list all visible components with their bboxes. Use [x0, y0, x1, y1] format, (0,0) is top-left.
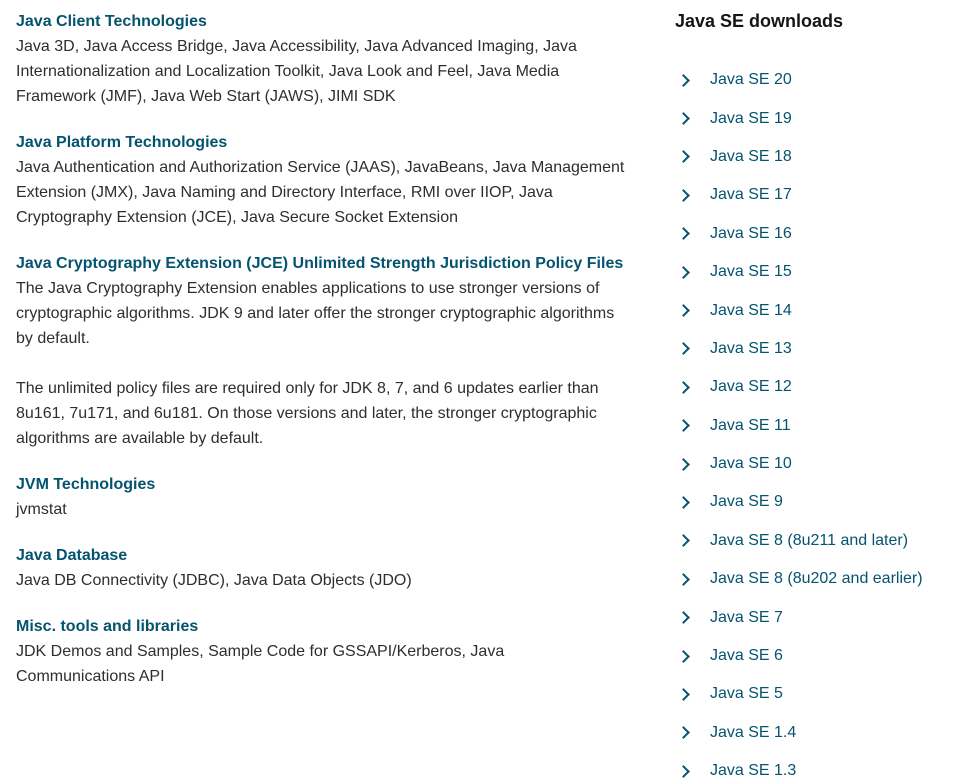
chevron-right-icon: [677, 266, 690, 279]
chevron-right-icon: [677, 688, 690, 701]
download-link[interactable]: Java SE 5: [710, 685, 783, 703]
download-link[interactable]: Java SE 19: [710, 109, 792, 127]
download-link[interactable]: Java SE 10: [710, 455, 792, 473]
section-description: jvmstat: [16, 501, 67, 518]
section-description: Java 3D, Java Access Bridge, Java Accessibility, Java Advanced Imaging, Java Internationalization and Localization Toolkit, Java Look and Feel, Java Media Framework (JMF), Java Web Start (JAWS), JIMI SDK: [16, 38, 577, 105]
section-title-link[interactable]: Java Cryptography Extension (JCE) Unlimited Strength Jurisdiction Policy Files: [16, 255, 624, 272]
list-item: [675, 714, 960, 752]
download-link[interactable]: Java SE 14: [710, 301, 792, 319]
list-item: [675, 407, 960, 445]
download-link[interactable]: Java SE 13: [710, 339, 792, 357]
section-platform-technologies: [16, 131, 626, 230]
chevron-right-icon: [677, 496, 690, 509]
list-item: [675, 138, 960, 176]
section-jce-policy-files: [16, 252, 626, 451]
section-title-link[interactable]: Java Platform Technologies: [16, 134, 228, 151]
section-title-link[interactable]: Java Client Technologies: [16, 13, 207, 30]
downloads-sidebar: [675, 8, 960, 780]
list-item: [675, 752, 960, 780]
section-description: The Java Cryptography Extension enables applications to use stronger versions of cryptographic algorithms. JDK 9 and later offer the stronger cryptographic algorithms by default.: [16, 280, 615, 347]
chevron-right-icon: [677, 227, 690, 240]
list-item: [675, 445, 960, 483]
chevron-right-icon: [677, 74, 690, 87]
list-item: [675, 675, 960, 713]
download-link[interactable]: Java SE 1.3: [710, 762, 797, 780]
list-item: [675, 176, 960, 214]
section-title-link[interactable]: Java Database: [16, 547, 128, 564]
section-description: The unlimited policy files are required only for JDK 8, 7, and 6 updates earlier than 8u161, 7u171, and 6u181. On those versions and later, the stronger cryptographic algorithms are available by default.: [16, 380, 599, 447]
list-item: [675, 291, 960, 329]
list-item: [675, 598, 960, 636]
chevron-right-icon: [677, 419, 690, 432]
list-item: [675, 99, 960, 137]
chevron-right-icon: [677, 535, 690, 548]
list-item: [675, 560, 960, 598]
section-description: Java Authentication and Authorization Service (JAAS), JavaBeans, Java Management Extension (JMX), Java Naming and Directory Interface, RMI over IIOP, Java Cryptography Extension (JCE), Java Secure Socket Extension: [16, 159, 625, 226]
list-item: [675, 483, 960, 521]
download-link[interactable]: Java SE 12: [710, 378, 792, 396]
chevron-right-icon: [677, 573, 690, 586]
main-content: [16, 10, 626, 711]
section-jvm-technologies: [16, 473, 626, 522]
chevron-right-icon: [677, 458, 690, 471]
list-item: [675, 368, 960, 406]
chevron-right-icon: [677, 151, 690, 164]
chevron-right-icon: [677, 765, 690, 778]
list-item: [675, 330, 960, 368]
download-link[interactable]: Java SE 7: [710, 608, 783, 626]
download-link[interactable]: Java SE 11: [710, 416, 791, 434]
section-client-technologies: [16, 10, 626, 109]
download-link[interactable]: Java SE 16: [710, 224, 792, 242]
download-link[interactable]: Java SE 1.4: [710, 723, 797, 741]
download-link[interactable]: Java SE 9: [710, 493, 783, 511]
list-item: [675, 215, 960, 253]
chevron-right-icon: [677, 343, 690, 356]
chevron-right-icon: [677, 650, 690, 663]
list-item: [675, 637, 960, 675]
download-link[interactable]: Java SE 15: [710, 263, 792, 281]
chevron-right-icon: [677, 611, 690, 624]
chevron-right-icon: [677, 304, 690, 317]
chevron-right-icon: [677, 112, 690, 125]
chevron-right-icon: [677, 381, 690, 394]
section-java-database: [16, 544, 626, 593]
section-description: JDK Demos and Samples, Sample Code for GSSAPI/Kerberos, Java Communications API: [16, 643, 505, 685]
download-link[interactable]: Java SE 8 (8u211 and later): [710, 531, 909, 549]
download-link[interactable]: Java SE 20: [710, 71, 792, 89]
section-misc-tools: [16, 615, 626, 689]
download-link[interactable]: Java SE 17: [710, 186, 792, 204]
download-link[interactable]: Java SE 18: [710, 147, 792, 165]
section-title-link[interactable]: JVM Technologies: [16, 476, 156, 493]
chevron-right-icon: [677, 726, 690, 739]
list-item: [675, 61, 960, 99]
list-item: [675, 522, 960, 560]
section-description: Java DB Connectivity (JDBC), Java Data Objects (JDO): [16, 572, 412, 589]
download-link[interactable]: Java SE 6: [710, 647, 783, 665]
sidebar-title: Java SE downloads: [675, 11, 844, 31]
download-link[interactable]: Java SE 8 (8u202 and earlier): [710, 570, 923, 588]
section-title-link[interactable]: Misc. tools and libraries: [16, 618, 199, 635]
list-item: [675, 253, 960, 291]
chevron-right-icon: [677, 189, 690, 202]
downloads-list: [675, 61, 960, 780]
